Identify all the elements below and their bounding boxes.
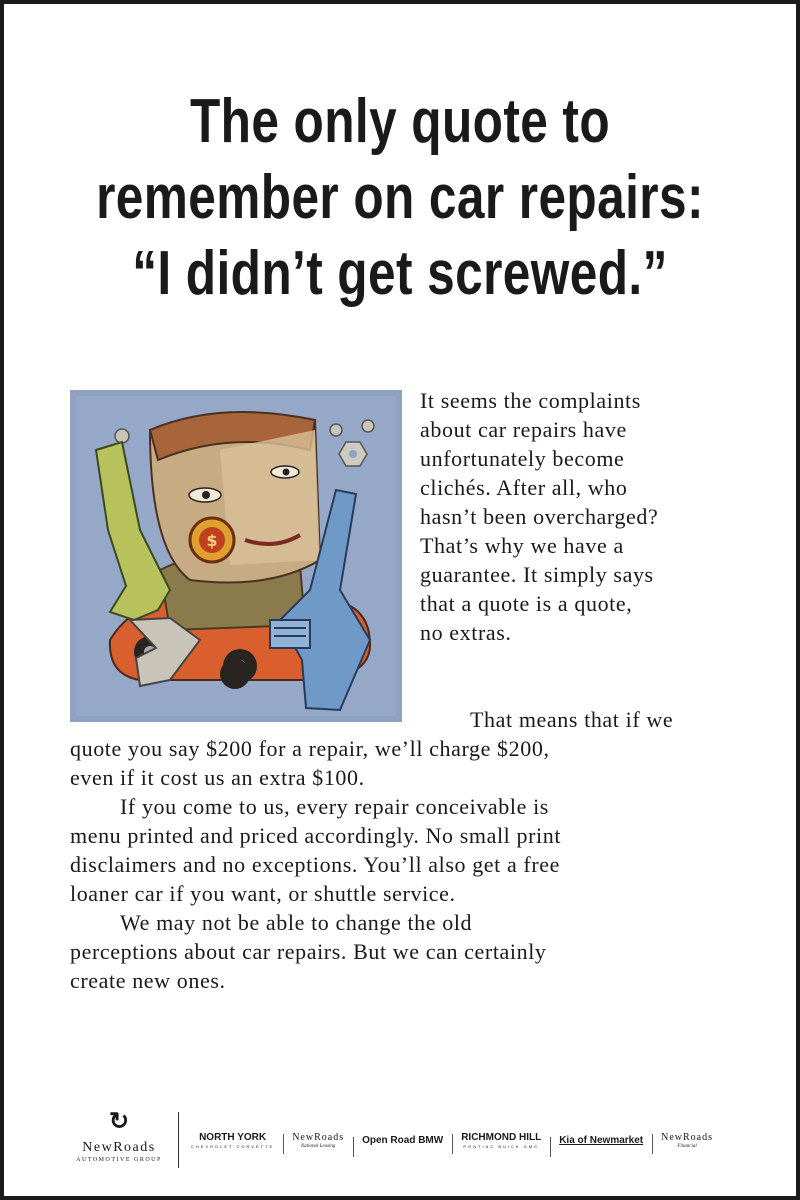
newroads-logo-name: NewRoads [82,1140,156,1155]
body-line: no extras. [420,620,512,645]
body-line: We may not be able to change the old [120,910,473,935]
body-line: even if it cost us an extra $100. [70,765,365,790]
body-line: quote you say $200 for a repair, we’ll charge $200, [70,736,550,761]
svg-text:$: $ [206,531,218,550]
body-line: That means that if we [470,707,674,732]
newroads-logo [64,1110,174,1163]
body-line: perceptions about car repairs. But we can certainly [70,939,547,964]
body-line: clichés. After all, who [420,475,628,500]
dealer-newroads-financial [652,1132,722,1149]
dealer-north-york-name: NORTH YORK [199,1132,267,1143]
body-column-text [420,386,658,647]
dealer-open-road-bmw [353,1135,452,1146]
dealer-north-york-sub: CHEVROLET CORVETTE [191,1144,275,1149]
dealer-north-york [182,1132,283,1149]
body-line: about car repairs have [420,417,627,442]
dealer-open-road-bmw-name: Open Road BMW [362,1135,444,1146]
body-line: It seems the complaints [420,388,641,413]
dealer-richmond-hill-sub: PONTIAC BUICK GMC [463,1144,539,1149]
dealer-newroads-financial-name: NewRoads [661,1132,714,1143]
headline-line-2: remember on car repairs: [96,163,704,232]
body-line: menu printed and priced accordingly. No small print [70,823,562,848]
sponsor-footer [64,1110,754,1170]
dealer-newroads-leasing-name: NewRoads [292,1132,345,1143]
dealer-kia-newmarket-name: Kia of Newmarket [559,1135,644,1146]
dealer-newroads-leasing-sub: National Leasing [300,1144,336,1149]
mechanic-illustration [70,390,402,722]
body-line: create new ones. [70,968,226,993]
body-line: disclaimers and no exceptions. You’ll also get a free [70,852,561,877]
body-line: that a quote is a quote, [420,591,633,616]
headline [83,84,717,312]
dealer-richmond-hill-name: RICHMOND HILL [461,1132,542,1143]
body-full-text [70,705,673,995]
dealer-list [182,1132,722,1149]
newroads-logo-sub: AUTOMOTIVE GROUP [76,1157,162,1163]
body-line: That’s why we have a [420,533,624,558]
dealer-newroads-leasing [283,1132,353,1149]
dealer-kia-newmarket [550,1135,652,1146]
dealer-richmond-hill [452,1132,550,1149]
body-line: unfortunately become [420,446,625,471]
footer-divider [178,1112,179,1168]
body-line: hasn’t been overcharged? [420,504,659,529]
mechanic-illustration-art [70,390,402,722]
body-line: guarantee. It simply says [420,562,654,587]
dealer-newroads-financial-sub: Financial [677,1144,697,1149]
body-line: If you come to us, every repair conceivable is [120,794,549,819]
headline-line-1: The only quote to [189,87,611,156]
headline-line-3: “I didn’t get screwed.” [132,239,668,308]
body-line: loaner car if you want, or shuttle service. [70,881,456,906]
newroads-swirl-icon: ↻ [108,1109,130,1135]
